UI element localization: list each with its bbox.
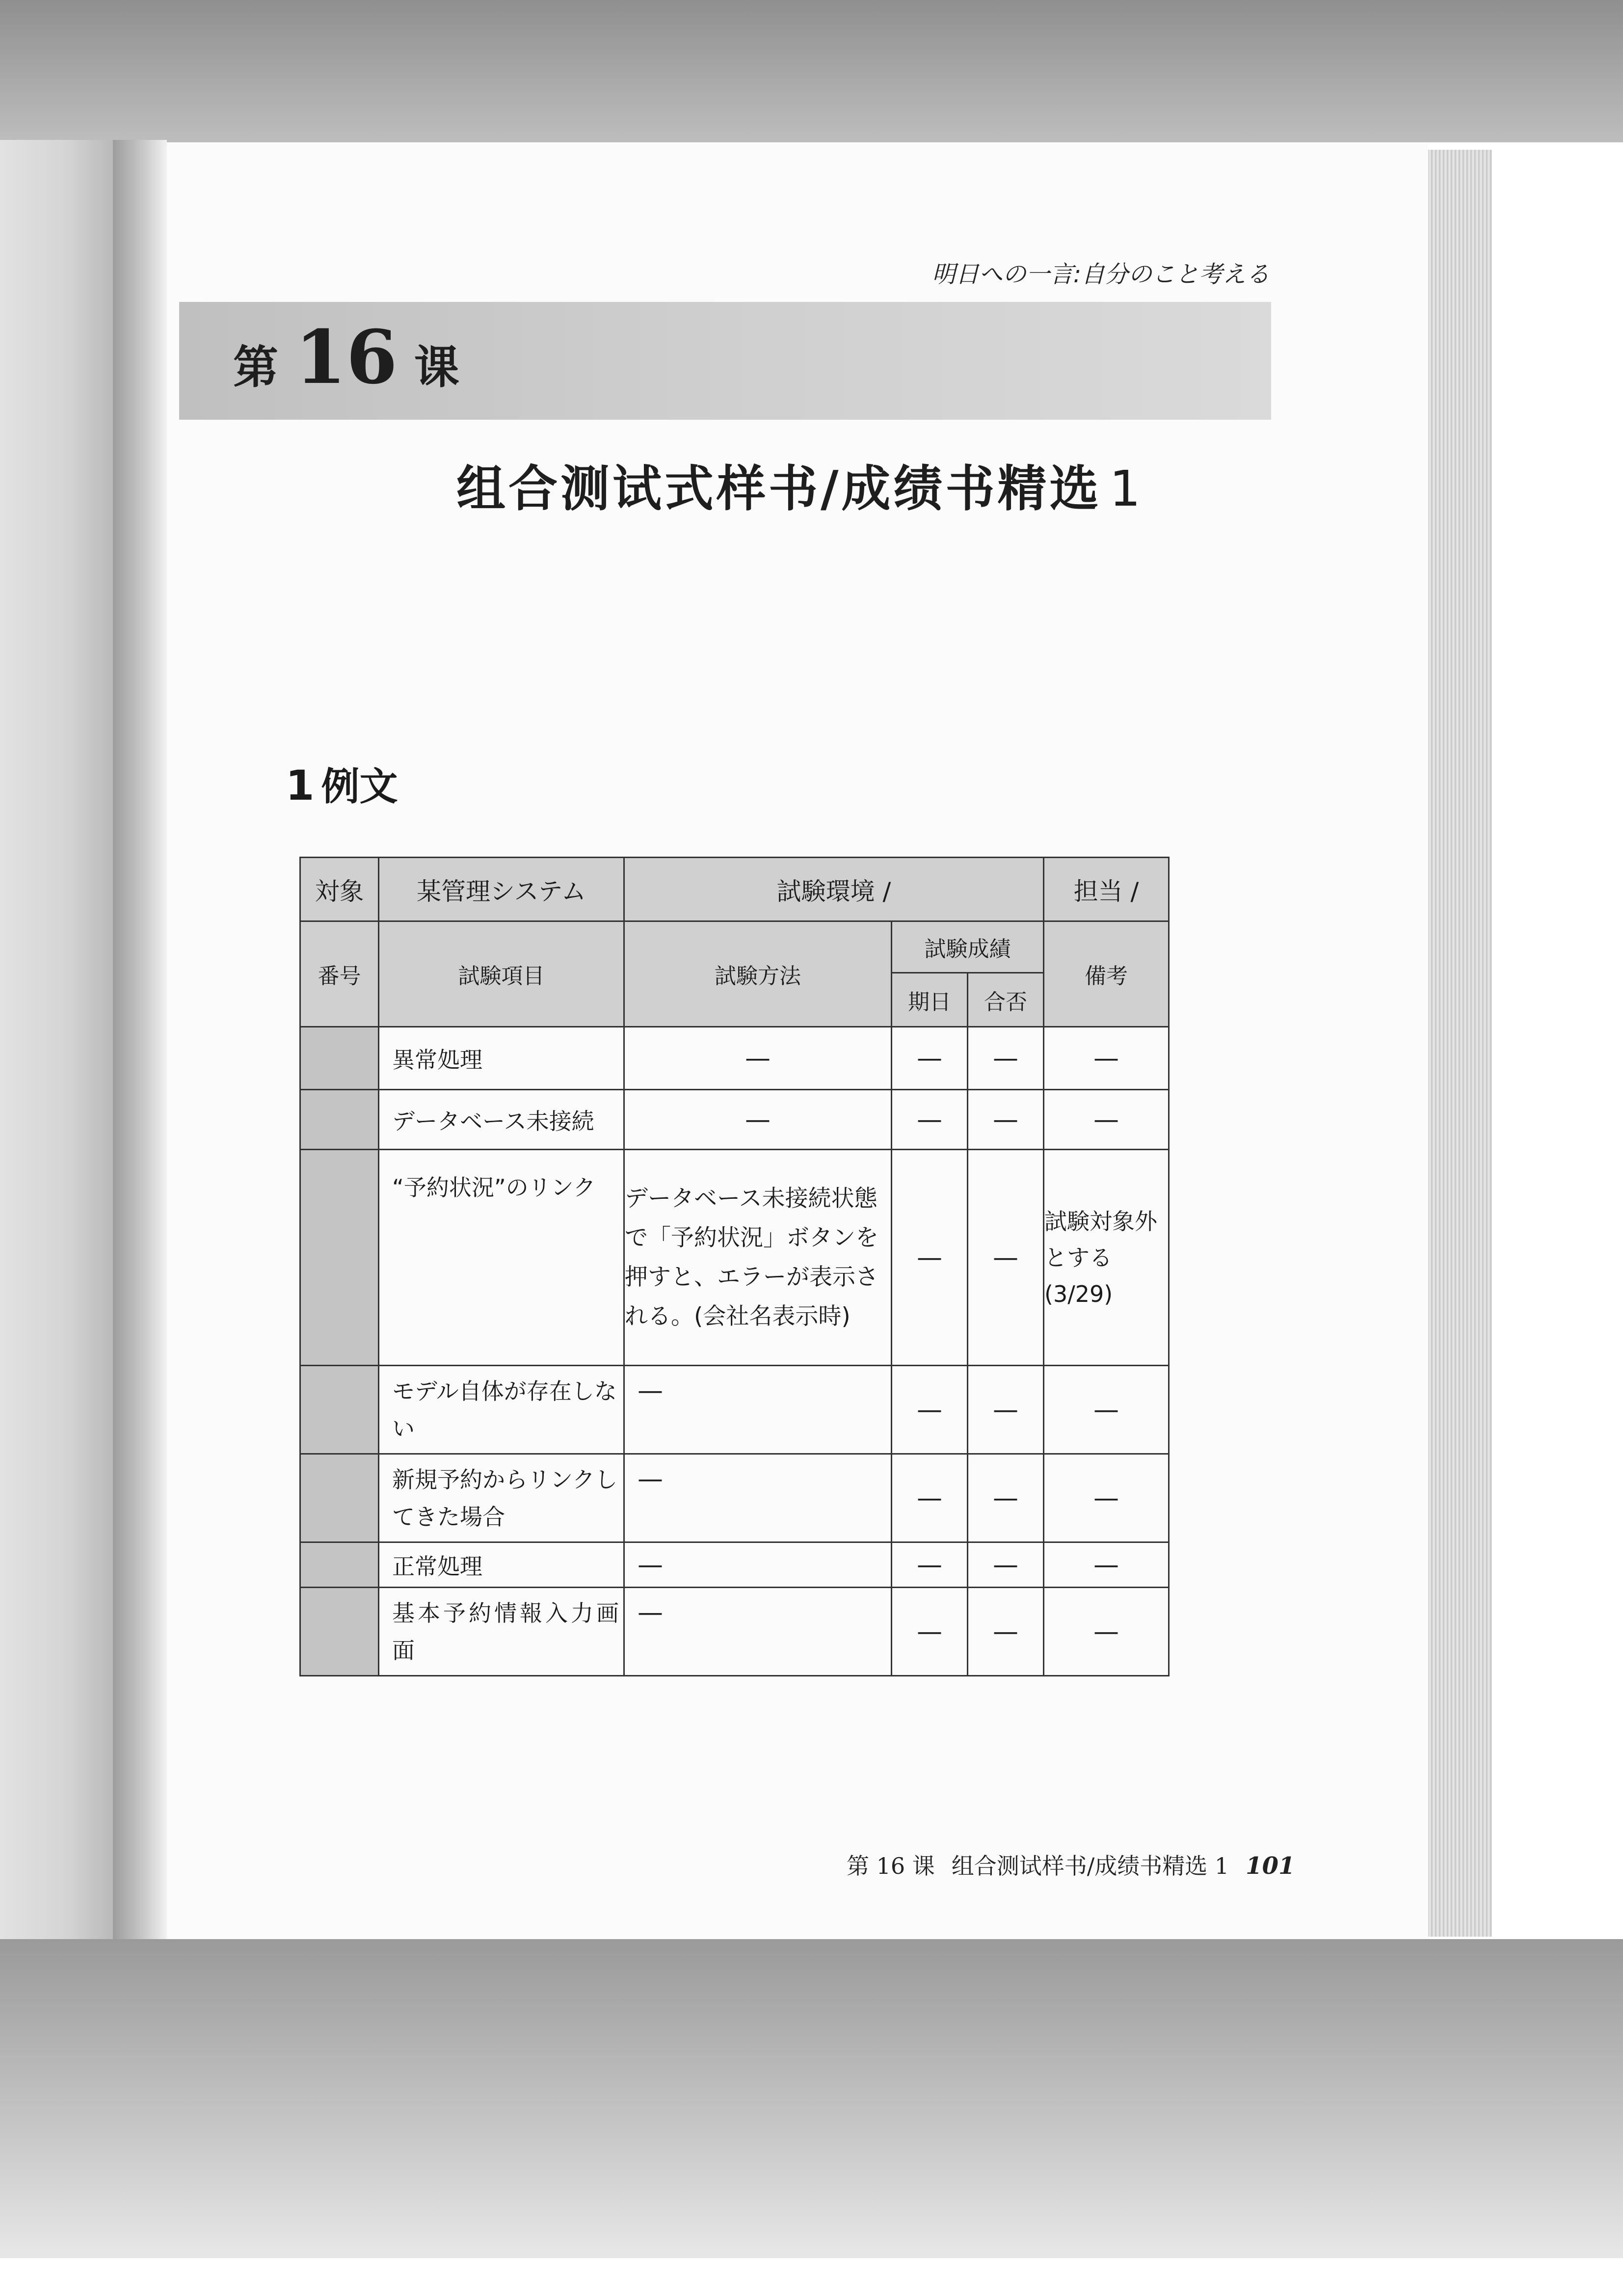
lesson-heading	[233, 314, 459, 401]
footer-title: 组合测试样书/成绩书精选 1	[951, 1853, 1229, 1879]
row-remarks: —	[1044, 1588, 1169, 1676]
row-remarks: —	[1044, 1454, 1169, 1542]
header-no: 番号	[300, 921, 379, 1027]
page-title	[456, 449, 1144, 520]
row-method: —	[624, 1366, 892, 1454]
header-item: 試験項目	[379, 921, 624, 1027]
row-item: 正常処理	[379, 1542, 624, 1588]
row-item: データベース未接続	[379, 1090, 624, 1150]
row-pass: —	[968, 1454, 1044, 1542]
book-gutter	[113, 140, 167, 1939]
table-row	[300, 1588, 1169, 1676]
section-number: 1	[286, 761, 315, 810]
page-title-text: 组合测试式样书/成绩书精选	[456, 460, 1102, 517]
page-footer	[847, 1848, 1295, 1881]
row-date: —	[892, 1090, 968, 1150]
row-pass: —	[968, 1090, 1044, 1150]
test-spec-table	[299, 857, 1170, 1676]
row-remarks: —	[1044, 1027, 1169, 1090]
page-stack-edge	[1428, 150, 1492, 1937]
header-date: 期日	[892, 973, 968, 1027]
header-target: 対象	[300, 858, 379, 921]
row-date: —	[892, 1027, 968, 1090]
header-method: 試験方法	[624, 921, 892, 1027]
row-method: データベース未接続状態で「予約状況」ボタンを押すと、エラーが表示される。(会社名表示時)	[624, 1150, 892, 1366]
row-number-cell	[300, 1366, 379, 1454]
header-person: 担当 /	[1044, 858, 1169, 921]
page-title-number: 1	[1109, 460, 1144, 517]
header-pass: 合否	[968, 973, 1044, 1027]
row-remarks: —	[1044, 1090, 1169, 1150]
table-row	[300, 1542, 1169, 1588]
row-pass: —	[968, 1542, 1044, 1588]
scan-background-top	[0, 0, 1623, 142]
row-item: “予約状況”のリンク	[379, 1150, 624, 1366]
table-header-row-2	[300, 921, 1169, 973]
row-date: —	[892, 1542, 968, 1588]
row-number-cell	[300, 1027, 379, 1090]
row-number-cell	[300, 1588, 379, 1676]
table-row	[300, 1090, 1169, 1150]
row-remarks: —	[1044, 1366, 1169, 1454]
row-method: —	[624, 1542, 892, 1588]
row-remarks: —	[1044, 1542, 1169, 1588]
footer-lesson: 第 16 课	[847, 1853, 935, 1879]
table-header-row-1	[300, 858, 1169, 921]
row-item: 新規予約からリンクしてきた場合	[379, 1454, 624, 1542]
row-item: 異常処理	[379, 1027, 624, 1090]
table-row	[300, 1454, 1169, 1542]
row-remarks: 試験対象外とする(3/29)	[1044, 1150, 1169, 1366]
row-number-cell	[300, 1150, 379, 1366]
section-label: 例文	[321, 765, 398, 809]
row-pass: —	[968, 1027, 1044, 1090]
table-row	[300, 1150, 1169, 1366]
lesson-number: 16	[295, 314, 398, 401]
row-method: —	[624, 1454, 892, 1542]
row-date: —	[892, 1366, 968, 1454]
scan-background-bottom	[0, 1939, 1623, 2296]
row-date: —	[892, 1150, 968, 1366]
row-item: モデル自体が存在しない	[379, 1366, 624, 1454]
row-number-cell	[300, 1454, 379, 1542]
row-method: —	[624, 1090, 892, 1150]
running-header: 明日への一言:自分のこと考える	[931, 261, 1270, 288]
row-number-cell	[300, 1542, 379, 1588]
left-page-edge	[0, 140, 113, 1939]
row-pass: —	[968, 1150, 1044, 1366]
lesson-prefix: 第	[233, 341, 279, 394]
header-system: 某管理システム	[379, 858, 624, 921]
table-row	[300, 1366, 1169, 1454]
row-method: —	[624, 1027, 892, 1090]
row-method: —	[624, 1588, 892, 1676]
scan-margin	[0, 2258, 1623, 2296]
table-row	[300, 1027, 1169, 1090]
lesson-suffix: 课	[414, 341, 459, 394]
page-number: 101	[1246, 1852, 1295, 1880]
header-env: 試験環境 /	[624, 858, 1044, 921]
row-date: —	[892, 1588, 968, 1676]
row-date: —	[892, 1454, 968, 1542]
header-remarks: 備考	[1044, 921, 1169, 1027]
row-pass: —	[968, 1588, 1044, 1676]
row-number-cell	[300, 1090, 379, 1150]
row-item: 基本予約情報入力画面	[379, 1588, 624, 1676]
section-heading	[286, 756, 398, 811]
row-pass: —	[968, 1366, 1044, 1454]
header-result: 試験成績	[892, 921, 1044, 973]
